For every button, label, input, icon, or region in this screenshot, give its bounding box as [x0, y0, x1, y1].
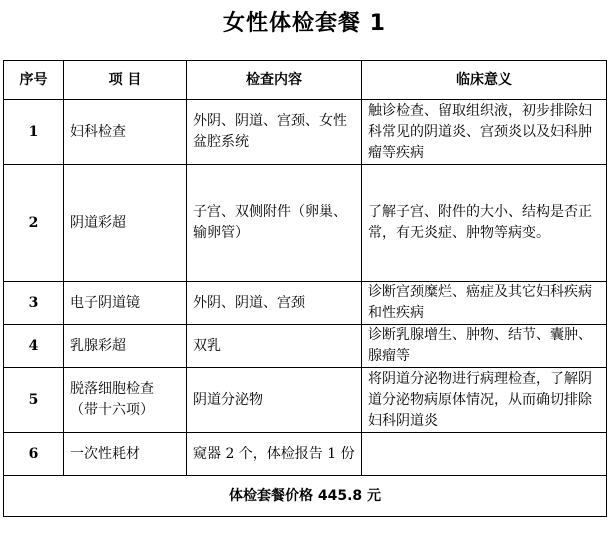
row-index: 1 — [4, 100, 64, 165]
table-row — [4, 433, 607, 476]
header-index: 序号 — [4, 61, 64, 100]
row-item: 妇科检查 — [64, 100, 187, 165]
header-item: 项 目 — [64, 61, 187, 100]
row-meaning: 诊断乳腺增生、肿物、结节、囊肿、腺瘤等 — [362, 325, 607, 368]
package-table — [3, 60, 607, 517]
table-row — [4, 282, 607, 325]
row-content: 外阴、阴道、宫颈、女性盆腔系统 — [187, 100, 362, 165]
page-title: 女性体检套餐 1 — [223, 11, 386, 36]
header-meaning: 临床意义 — [362, 61, 607, 100]
row-index: 6 — [4, 433, 64, 476]
row-meaning: 将阴道分泌物进行病理检查，了解阴道分泌物病原体情况，从而确切排除妇科阴道炎 — [362, 368, 607, 433]
row-meaning: 诊断宫颈糜烂、癌症及其它妇科疾病和性疾病 — [362, 282, 607, 325]
row-index: 3 — [4, 282, 64, 325]
row-item: 乳腺彩超 — [64, 325, 187, 368]
row-content: 子宫、双侧附件（卵巢、输卵管） — [187, 165, 362, 282]
table-row — [4, 165, 607, 282]
row-index: 5 — [4, 368, 64, 433]
row-item: 电子阴道镜 — [64, 282, 187, 325]
price-row — [4, 476, 607, 517]
table-row — [4, 325, 607, 368]
table-row — [4, 100, 607, 165]
row-meaning — [362, 433, 607, 476]
row-content: 阴道分泌物 — [187, 368, 362, 433]
row-meaning: 了解子宫、附件的大小、结构是否正常，有无炎症、肿物等病变。 — [362, 165, 607, 282]
table-row — [4, 368, 607, 433]
row-content: 外阴、阴道、宫颈 — [187, 282, 362, 325]
header-content: 检查内容 — [187, 61, 362, 100]
row-index: 2 — [4, 165, 64, 282]
row-content: 双乳 — [187, 325, 362, 368]
row-item: 一次性耗材 — [64, 433, 187, 476]
row-meaning: 触诊检查、留取组织液，初步排除妇科常见的阴道炎、宫颈炎以及妇科肿瘤等疾病 — [362, 100, 607, 165]
row-item: 脱落细胞检查（带十六项） — [64, 368, 187, 433]
row-index: 4 — [4, 325, 64, 368]
package-price: 体检套餐价格 445.8 元 — [4, 476, 607, 517]
table-header-row — [4, 61, 607, 100]
row-content: 窥器 2 个，体检报告 1 份 — [187, 433, 362, 476]
row-item: 阴道彩超 — [64, 165, 187, 282]
